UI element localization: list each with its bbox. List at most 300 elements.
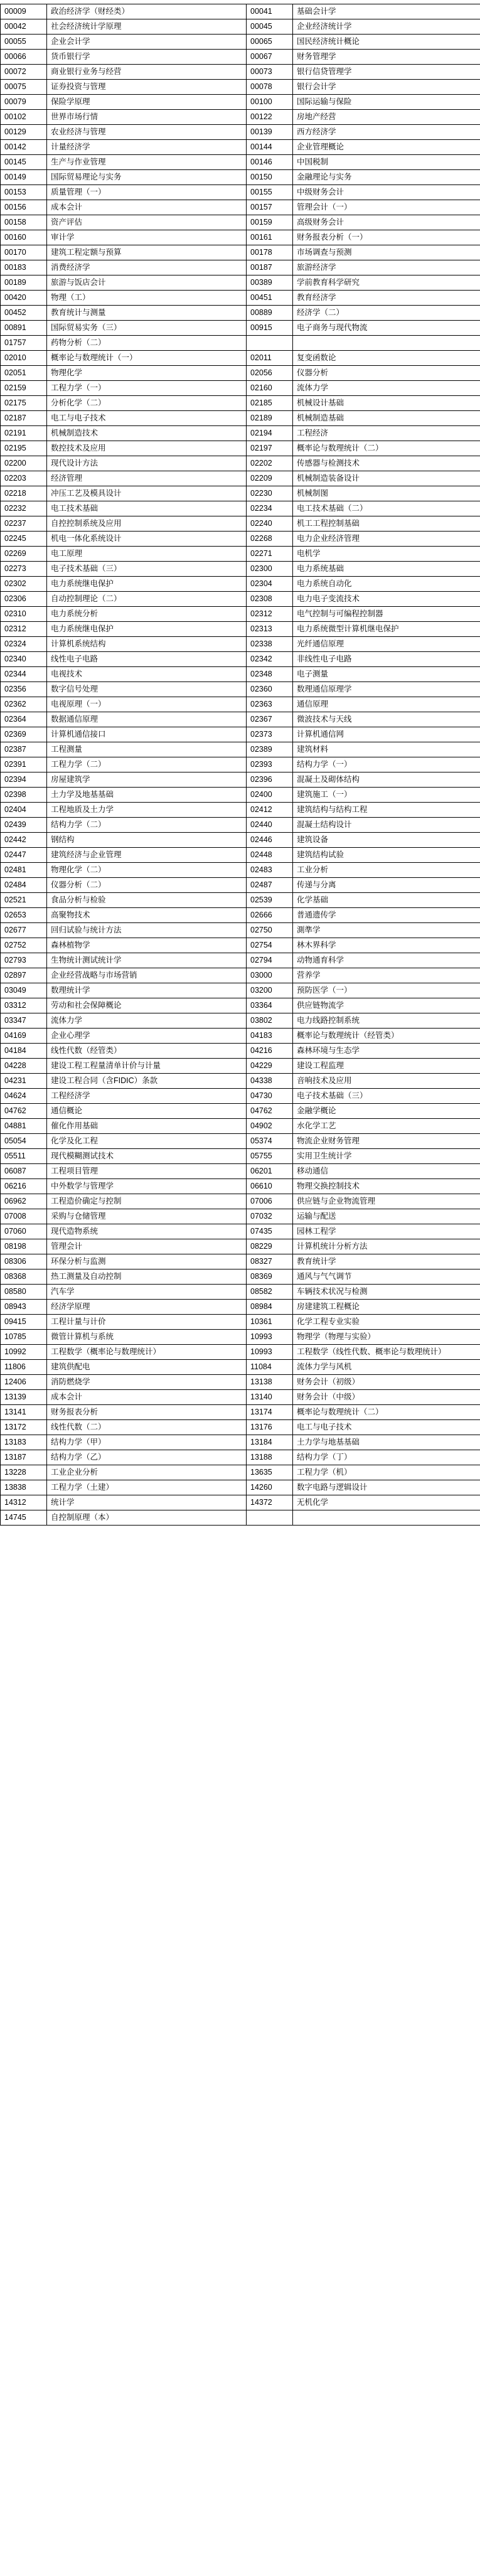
table-row xyxy=(1,1435,480,1450)
course-code-left: 02340 xyxy=(1,652,47,667)
table-row xyxy=(1,1044,480,1059)
course-name-left: 机械制造技术 xyxy=(47,426,247,441)
course-code-right: 13635 xyxy=(247,1465,293,1480)
course-code-left: 13139 xyxy=(1,1390,47,1405)
table-row xyxy=(1,592,480,607)
table-row xyxy=(1,923,480,938)
table-row xyxy=(1,260,480,275)
course-code-left: 00145 xyxy=(1,155,47,170)
table-row xyxy=(1,1269,480,1285)
table-row xyxy=(1,833,480,848)
course-code-right: 02539 xyxy=(247,893,293,908)
course-code-left: 13228 xyxy=(1,1465,47,1480)
course-code-left: 02481 xyxy=(1,863,47,878)
table-row xyxy=(1,426,480,441)
course-name-right: 流体力学与风机 xyxy=(293,1360,480,1375)
course-name-left: 回归试验与统计方法 xyxy=(47,923,247,938)
table-row xyxy=(1,65,480,80)
course-code-right: 13176 xyxy=(247,1420,293,1435)
course-name-right: 动物通育科学 xyxy=(293,953,480,968)
course-name-left: 电视技术 xyxy=(47,667,247,682)
course-name-left: 中外数学与管理学 xyxy=(47,1179,247,1194)
course-code-right: 02389 xyxy=(247,742,293,757)
course-name-right: 化学工程专业实验 xyxy=(293,1315,480,1330)
course-name-right: 实用卫生统计学 xyxy=(293,1149,480,1164)
table-row xyxy=(1,291,480,306)
course-code-right: 02342 xyxy=(247,652,293,667)
course-name-right: 工程经济 xyxy=(293,426,480,441)
course-code-right: 05755 xyxy=(247,1149,293,1164)
course-name-right: 市场调查与预测 xyxy=(293,245,480,260)
course-name-right: 财务报表分析（一） xyxy=(293,230,480,245)
course-name-right: 通风与气气调节 xyxy=(293,1269,480,1285)
course-code-left: 04169 xyxy=(1,1029,47,1044)
course-name-left: 结构力学（二） xyxy=(47,818,247,833)
table-row xyxy=(1,953,480,968)
course-name-right: 企业管理概论 xyxy=(293,140,480,155)
table-row xyxy=(1,1360,480,1375)
course-code-left: 01757 xyxy=(1,336,47,351)
course-name-left: 高聚物技术 xyxy=(47,908,247,923)
table-row xyxy=(1,757,480,772)
course-name-left: 现代造物系统 xyxy=(47,1224,247,1239)
course-code-right: 02240 xyxy=(247,516,293,532)
course-name-right: 电机学 xyxy=(293,547,480,562)
course-code-left: 00420 xyxy=(1,291,47,306)
course-name-left: 自控控制系统及应用 xyxy=(47,516,247,532)
table-row xyxy=(1,456,480,471)
course-code-left: 12406 xyxy=(1,1375,47,1390)
course-name-left: 工程造价确定与控制 xyxy=(47,1194,247,1209)
course-name-left: 货币银行学 xyxy=(47,50,247,65)
course-name-right: 化学基础 xyxy=(293,893,480,908)
course-code-left: 02356 xyxy=(1,682,47,697)
table-row xyxy=(1,1029,480,1044)
course-code-right: 04183 xyxy=(247,1029,293,1044)
course-code-right: 02313 xyxy=(247,622,293,637)
table-row xyxy=(1,1405,480,1420)
course-name-left: 数控技术及应用 xyxy=(47,441,247,456)
table-row xyxy=(1,95,480,110)
course-name-left: 财务报表分析 xyxy=(47,1405,247,1420)
course-code-right: 02300 xyxy=(247,562,293,577)
course-name-right: 预防医学（一） xyxy=(293,983,480,998)
course-name-left: 现代模糊测试技术 xyxy=(47,1149,247,1164)
course-code-left: 02010 xyxy=(1,351,47,366)
table-row xyxy=(1,411,480,426)
course-name-right: 银行信贷管理学 xyxy=(293,65,480,80)
course-code-left: 13838 xyxy=(1,1480,47,1495)
course-name-left: 计量经济学 xyxy=(47,140,247,155)
course-code-right: 03802 xyxy=(247,1013,293,1029)
course-name-left: 自动控制理论（二） xyxy=(47,592,247,607)
course-name-left: 冲压工艺及模具设计 xyxy=(47,486,247,501)
course-code-right: 02440 xyxy=(247,818,293,833)
course-name-left: 机电一体化系统设计 xyxy=(47,532,247,547)
course-code-right: 02446 xyxy=(247,833,293,848)
table-row xyxy=(1,321,480,336)
course-name-left: 化学及化工程 xyxy=(47,1134,247,1149)
table-row xyxy=(1,772,480,788)
course-code-left: 00142 xyxy=(1,140,47,155)
table-row xyxy=(1,1480,480,1495)
course-name-right: 西方经济学 xyxy=(293,125,480,140)
course-code-left: 00009 xyxy=(1,4,47,19)
table-row xyxy=(1,1089,480,1104)
course-code-right: 10361 xyxy=(247,1315,293,1330)
course-code-left: 00183 xyxy=(1,260,47,275)
course-code-left: 02159 xyxy=(1,381,47,396)
course-code-right: 00889 xyxy=(247,306,293,321)
course-name-right: 电力企业经济管理 xyxy=(293,532,480,547)
course-name-left: 成本会计 xyxy=(47,1390,247,1405)
course-name-right: 结构力学（一） xyxy=(293,757,480,772)
course-code-right: 04762 xyxy=(247,1104,293,1119)
course-code-right: 04338 xyxy=(247,1074,293,1089)
course-code-right: 02754 xyxy=(247,938,293,953)
table-row xyxy=(1,1465,480,1480)
course-name-left: 社会经济统计学原理 xyxy=(47,19,247,35)
table-row xyxy=(1,351,480,366)
course-name-right: 非线性电子电路 xyxy=(293,652,480,667)
course-name-right xyxy=(293,1510,480,1526)
course-name-left: 工程地质及土力学 xyxy=(47,803,247,818)
course-code-right: 00159 xyxy=(247,215,293,230)
course-code-right: 04902 xyxy=(247,1119,293,1134)
table-row xyxy=(1,1375,480,1390)
course-name-left: 线性代数（二） xyxy=(47,1420,247,1435)
course-code-right: 00155 xyxy=(247,185,293,200)
course-name-left: 工程测量 xyxy=(47,742,247,757)
course-code-right: 02373 xyxy=(247,727,293,742)
course-name-left: 经济管理 xyxy=(47,471,247,486)
course-name-left: 工程项目管理 xyxy=(47,1164,247,1179)
table-row xyxy=(1,727,480,742)
course-code-left: 00153 xyxy=(1,185,47,200)
table-row xyxy=(1,140,480,155)
course-code-right: 00045 xyxy=(247,19,293,35)
course-code-left: 13141 xyxy=(1,1405,47,1420)
course-name-right: 建设工程监理 xyxy=(293,1059,480,1074)
course-code-left: 04228 xyxy=(1,1059,47,1074)
course-name-left: 概率论与数理统计（一） xyxy=(47,351,247,366)
course-code-left: 02187 xyxy=(1,411,47,426)
course-name-left: 政治经济学（财经类） xyxy=(47,4,247,19)
course-name-right: 供应链物流学 xyxy=(293,998,480,1013)
course-code-left: 02404 xyxy=(1,803,47,818)
course-code-left: 10992 xyxy=(1,1345,47,1360)
course-name-left: 农业经济与管理 xyxy=(47,125,247,140)
course-code-right: 02666 xyxy=(247,908,293,923)
course-name-left: 旅游与饭店会计 xyxy=(47,275,247,291)
course-name-left: 食品分析与检验 xyxy=(47,893,247,908)
course-name-right: 建筑设备 xyxy=(293,833,480,848)
course-code-left: 07008 xyxy=(1,1209,47,1224)
course-code-left: 00066 xyxy=(1,50,47,65)
course-code-right: 10993 xyxy=(247,1345,293,1360)
course-name-left: 质量管理（一） xyxy=(47,185,247,200)
course-code-right: 00389 xyxy=(247,275,293,291)
course-code-right: 07435 xyxy=(247,1224,293,1239)
course-name-right: 房地产经营 xyxy=(293,110,480,125)
course-name-left: 生产与作业管理 xyxy=(47,155,247,170)
table-row xyxy=(1,381,480,396)
course-name-right: 结构力学（丁） xyxy=(293,1450,480,1465)
course-code-right: 02363 xyxy=(247,697,293,712)
table-row xyxy=(1,1420,480,1435)
table-row xyxy=(1,803,480,818)
table-row xyxy=(1,1074,480,1089)
table-row xyxy=(1,275,480,291)
course-name-right: 电子商务与现代物流 xyxy=(293,321,480,336)
course-name-left: 电工原理 xyxy=(47,547,247,562)
table-row xyxy=(1,215,480,230)
course-name-right: 电力系统微型计算机继电保护 xyxy=(293,622,480,637)
course-name-left: 消防燃烧学 xyxy=(47,1375,247,1390)
course-name-right: 建筑材料 xyxy=(293,742,480,757)
course-name-left: 企业心理学 xyxy=(47,1029,247,1044)
course-name-left: 生物统计测试统计学 xyxy=(47,953,247,968)
course-code-left: 08198 xyxy=(1,1239,47,1254)
course-code-right: 13174 xyxy=(247,1405,293,1420)
course-name-right: 概率论与数理统计（二） xyxy=(293,441,480,456)
course-name-left: 微管计算机与系统 xyxy=(47,1330,247,1345)
course-code-right: 02487 xyxy=(247,878,293,893)
table-row xyxy=(1,1194,480,1209)
course-code-right: 00073 xyxy=(247,65,293,80)
table-row xyxy=(1,501,480,516)
course-name-right: 学前教育科学研究 xyxy=(293,275,480,291)
course-code-right: 14372 xyxy=(247,1495,293,1510)
course-code-left: 02237 xyxy=(1,516,47,532)
course-name-left: 物理化学 xyxy=(47,366,247,381)
course-name-right: 混凝土结构设计 xyxy=(293,818,480,833)
table-row xyxy=(1,848,480,863)
course-code-right: 00187 xyxy=(247,260,293,275)
course-name-left: 国际贸易理论与实务 xyxy=(47,170,247,185)
course-code-right: 02367 xyxy=(247,712,293,727)
course-name-left: 线性代数（经管类） xyxy=(47,1044,247,1059)
table-row xyxy=(1,1134,480,1149)
course-name-right: 电力系统基础 xyxy=(293,562,480,577)
table-row xyxy=(1,306,480,321)
course-name-right: 银行会计学 xyxy=(293,80,480,95)
course-name-right: 电子技术基础（三） xyxy=(293,1089,480,1104)
course-name-left: 电力系统继电保护 xyxy=(47,577,247,592)
course-name-right: 计算机统计分析方法 xyxy=(293,1239,480,1254)
course-name-right: 复变函数论 xyxy=(293,351,480,366)
course-name-left: 森林植物学 xyxy=(47,938,247,953)
course-name-right: 财务管理学 xyxy=(293,50,480,65)
course-code-left: 00102 xyxy=(1,110,47,125)
table-row xyxy=(1,788,480,803)
course-name-left: 建筑供配电 xyxy=(47,1360,247,1375)
course-name-left: 电工与电子技术 xyxy=(47,411,247,426)
course-name-right: 中级财务会计 xyxy=(293,185,480,200)
course-code-left: 02218 xyxy=(1,486,47,501)
course-name-left: 物理化学（二） xyxy=(47,863,247,878)
table-row xyxy=(1,968,480,983)
table-row xyxy=(1,50,480,65)
course-code-right: 00915 xyxy=(247,321,293,336)
course-name-left: 电子技术基础（三） xyxy=(47,562,247,577)
course-name-right: 管理会计（一） xyxy=(293,200,480,215)
course-name-left: 现代设计方法 xyxy=(47,456,247,471)
course-name-left: 审计学 xyxy=(47,230,247,245)
course-name-left: 劳动和社会保障概论 xyxy=(47,998,247,1013)
course-code-left: 14312 xyxy=(1,1495,47,1510)
course-code-right: 13138 xyxy=(247,1375,293,1390)
course-name-left: 计算机通信接口 xyxy=(47,727,247,742)
course-code-left: 00055 xyxy=(1,35,47,50)
course-code-left: 06087 xyxy=(1,1164,47,1179)
course-name-left: 分析化学（二） xyxy=(47,396,247,411)
course-code-left: 02521 xyxy=(1,893,47,908)
course-name-left: 经济学原理 xyxy=(47,1300,247,1315)
course-code-right: 08984 xyxy=(247,1300,293,1315)
table-row xyxy=(1,818,480,833)
course-name-left: 教育统计与测量 xyxy=(47,306,247,321)
table-row xyxy=(1,1209,480,1224)
course-code-left: 00042 xyxy=(1,19,47,35)
course-code-right: 02234 xyxy=(247,501,293,516)
table-row xyxy=(1,908,480,923)
course-code-left: 00156 xyxy=(1,200,47,215)
table-body xyxy=(1,4,480,1526)
course-code-right: 07032 xyxy=(247,1209,293,1224)
course-name-right: 森林环境与生态学 xyxy=(293,1044,480,1059)
course-code-right: 00157 xyxy=(247,200,293,215)
course-name-left: 物理（工） xyxy=(47,291,247,306)
course-code-left: 06216 xyxy=(1,1179,47,1194)
course-code-right: 02360 xyxy=(247,682,293,697)
course-name-left: 自控制原理（本） xyxy=(47,1510,247,1526)
course-name-left: 流体力学 xyxy=(47,1013,247,1029)
course-code-right: 00161 xyxy=(247,230,293,245)
table-row xyxy=(1,1224,480,1239)
table-row xyxy=(1,1330,480,1345)
course-name-right: 建筑施工（一） xyxy=(293,788,480,803)
course-name-left: 工程数学（概率论与数理统计） xyxy=(47,1345,247,1360)
course-code-right: 08582 xyxy=(247,1285,293,1300)
course-name-left: 工程计量与计价 xyxy=(47,1315,247,1330)
course-name-right: 微波技术与天线 xyxy=(293,712,480,727)
course-code-right: 00150 xyxy=(247,170,293,185)
table-row xyxy=(1,170,480,185)
table-row xyxy=(1,667,480,682)
course-code-right: 13184 xyxy=(247,1435,293,1450)
course-code-left: 02447 xyxy=(1,848,47,863)
table-row xyxy=(1,516,480,532)
course-name-right: 中国税制 xyxy=(293,155,480,170)
course-name-right: 房建建筑工程概论 xyxy=(293,1300,480,1315)
course-name-left: 环保分析与监测 xyxy=(47,1254,247,1269)
course-code-right: 11084 xyxy=(247,1360,293,1375)
course-name-left: 汽车学 xyxy=(47,1285,247,1300)
course-code-left: 09415 xyxy=(1,1315,47,1330)
course-code-right: 08327 xyxy=(247,1254,293,1269)
course-name-right: 建筑结构试验 xyxy=(293,848,480,863)
table-row xyxy=(1,1345,480,1360)
course-code-right: 02400 xyxy=(247,788,293,803)
table-row xyxy=(1,185,480,200)
table-row xyxy=(1,1300,480,1315)
course-name-right: 机械制造装备设计 xyxy=(293,471,480,486)
course-name-left: 建筑工程定额与预算 xyxy=(47,245,247,260)
course-name-right: 土力学与地基基础 xyxy=(293,1435,480,1450)
course-code-right: 06610 xyxy=(247,1179,293,1194)
course-code-right: 02348 xyxy=(247,667,293,682)
course-code-left: 02051 xyxy=(1,366,47,381)
course-name-left: 结构力学（甲） xyxy=(47,1435,247,1450)
course-code-left: 00891 xyxy=(1,321,47,336)
course-name-right: 机械制造基础 xyxy=(293,411,480,426)
course-name-right: 移动通信 xyxy=(293,1164,480,1179)
table-row xyxy=(1,1104,480,1119)
table-row xyxy=(1,1510,480,1526)
course-code-right xyxy=(247,1510,293,1526)
course-name-right: 电气控制与可编程控制器 xyxy=(293,607,480,622)
course-code-left: 00129 xyxy=(1,125,47,140)
course-name-left: 企业会计学 xyxy=(47,35,247,50)
course-name-left: 电视原理（一） xyxy=(47,697,247,712)
course-code-left: 04762 xyxy=(1,1104,47,1119)
course-name-right: 经济学（二） xyxy=(293,306,480,321)
table-row xyxy=(1,1315,480,1330)
course-name-right: 计算机通信网 xyxy=(293,727,480,742)
course-name-left: 数据通信原理 xyxy=(47,712,247,727)
course-name-right: 财务会计（初级） xyxy=(293,1375,480,1390)
table-row xyxy=(1,1239,480,1254)
course-name-left: 电力系统继电保护 xyxy=(47,622,247,637)
course-name-left: 成本会计 xyxy=(47,200,247,215)
course-name-right xyxy=(293,336,480,351)
table-row xyxy=(1,1013,480,1029)
course-code-left: 00160 xyxy=(1,230,47,245)
course-name-left: 资产评估 xyxy=(47,215,247,230)
course-code-right: 04730 xyxy=(247,1089,293,1104)
table-row xyxy=(1,1390,480,1405)
course-code-right: 03000 xyxy=(247,968,293,983)
table-row xyxy=(1,622,480,637)
course-name-right: 电子测量 xyxy=(293,667,480,682)
table-row xyxy=(1,396,480,411)
course-code-right: 04229 xyxy=(247,1059,293,1074)
table-row xyxy=(1,1254,480,1269)
course-code-left: 08306 xyxy=(1,1254,47,1269)
course-name-left: 消费经济学 xyxy=(47,260,247,275)
course-code-left: 02677 xyxy=(1,923,47,938)
course-name-right: 传感器与检测技术 xyxy=(293,456,480,471)
course-code-left: 02310 xyxy=(1,607,47,622)
course-name-right: 电力线路控制系统 xyxy=(293,1013,480,1029)
table-row xyxy=(1,682,480,697)
course-code-left: 03049 xyxy=(1,983,47,998)
course-name-right: 电力电子变流技术 xyxy=(293,592,480,607)
course-code-right: 08229 xyxy=(247,1239,293,1254)
course-name-right: 企业经济统计学 xyxy=(293,19,480,35)
course-name-right: 工程数学（线性代数、概率论与数理统计） xyxy=(293,1345,480,1360)
course-code-right: 06201 xyxy=(247,1164,293,1179)
course-code-left: 00072 xyxy=(1,65,47,80)
course-code-right xyxy=(247,336,293,351)
course-name-right: 旅游经济学 xyxy=(293,260,480,275)
course-code-right: 02268 xyxy=(247,532,293,547)
course-code-left: 02387 xyxy=(1,742,47,757)
course-name-left: 工程力学（二） xyxy=(47,757,247,772)
course-name-right: 物流企业财务管理 xyxy=(293,1134,480,1149)
course-code-left: 08580 xyxy=(1,1285,47,1300)
